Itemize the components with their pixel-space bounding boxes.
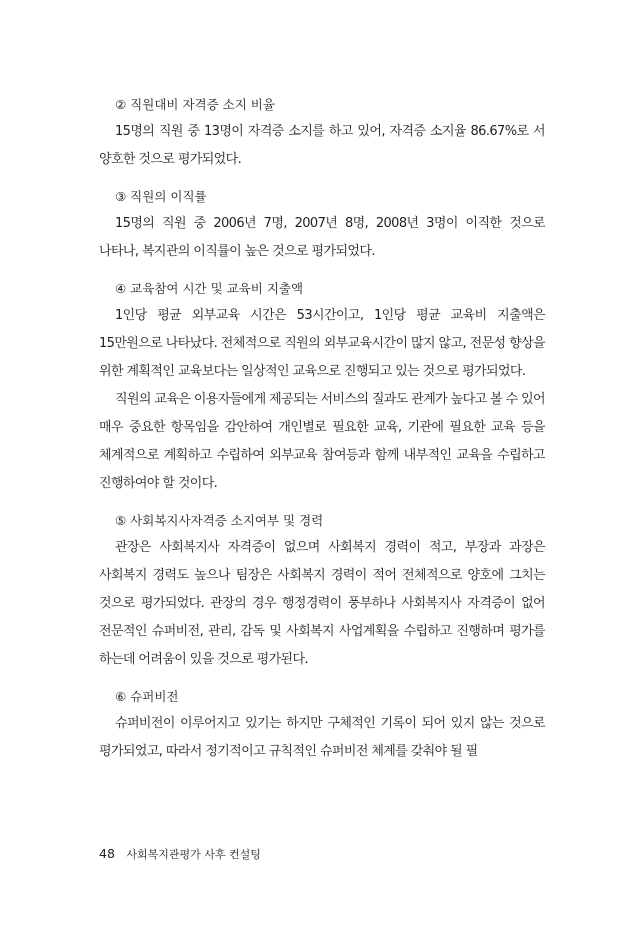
section-certification-ratio [99,94,545,174]
body-text [99,94,545,778]
section-heading: ③ 직원의 이직률 [115,189,207,204]
paragraph: 15명의 직원 중 13명이 자격증 소지를 하고 있어, 자격증 소지율 86.67%로 서 양호한 것으로 평가되었다. [99,124,545,167]
section-heading: ④ 교육참여 시간 및 교육비 지출액 [115,281,304,296]
paragraph: 1인당 평균 외부교육 시간은 53시간이고, 1인당 평균 교육비 지출액은 15만원으로 나타났다. 전체적으로 직원의 외부교육시간이 많지 않고, 전문성 향상을 위한 계획적인 교육보다는 일상적인 교육으로 진행되고 있는 것으로 평가되었다. [99,308,545,379]
section-turnover-rate [99,186,545,266]
paragraph: 관장은 사회복지사 자격증이 없으며 사회복지 경력이 적고, 부장과 과장은 사회복지 경력도 높으나 팀장은 사회복지 경력이 적어 전체적으로 양호에 그치는 것으로 평가되었다. 관장의 경우 행정경력이 풍부하나 사회복지사 자격증이 없어 전문적인 슈퍼비전, 관리, 감독 및 사회복지 사업계획을 수립하고 진행하며 평가를 하는데 어려움이 있을 것으로 평가된다. [99,540,545,667]
section-heading: ⑤ 사회복지사자격증 소지여부 및 경력 [115,513,324,528]
paragraph: 15명의 직원 중 2006년 7명, 2007년 8명, 2008년 3명이 이직한 것으로 나타나, 복지관의 이직률이 높은 것으로 평가되었다. [99,216,545,259]
section-heading: ⑥ 슈퍼비전 [115,689,179,704]
section-supervision [99,686,545,766]
paragraph: 슈퍼비전이 이루어지고 있기는 하지만 구체적인 기록이 되어 있지 않는 것으로 평가되었고, 따라서 정기적이고 규칙적인 슈퍼비전 체계를 갖춰야 될 필 [99,716,545,759]
running-title: 사회복지관평가 사후 컨설팅 [126,848,261,861]
section-training-time-cost [99,278,545,498]
page-number: 48 [99,846,115,861]
section-social-worker-license [99,510,545,674]
paragraph: 직원의 교육은 이용자들에게 제공되는 서비스의 질과도 관계가 높다고 볼 수 있어 매우 중요한 항목임을 감안하여 개인별로 필요한 교육, 기관에 필요한 교육 등을 체계적으로 계획하고 수립하여 외부교육 참여등과 함께 내부적인 교육을 수립하고 진행하여야 할 것이다. [99,392,545,491]
page-footer [99,846,261,863]
section-heading: ② 직원대비 자격증 소지 비율 [115,97,275,112]
